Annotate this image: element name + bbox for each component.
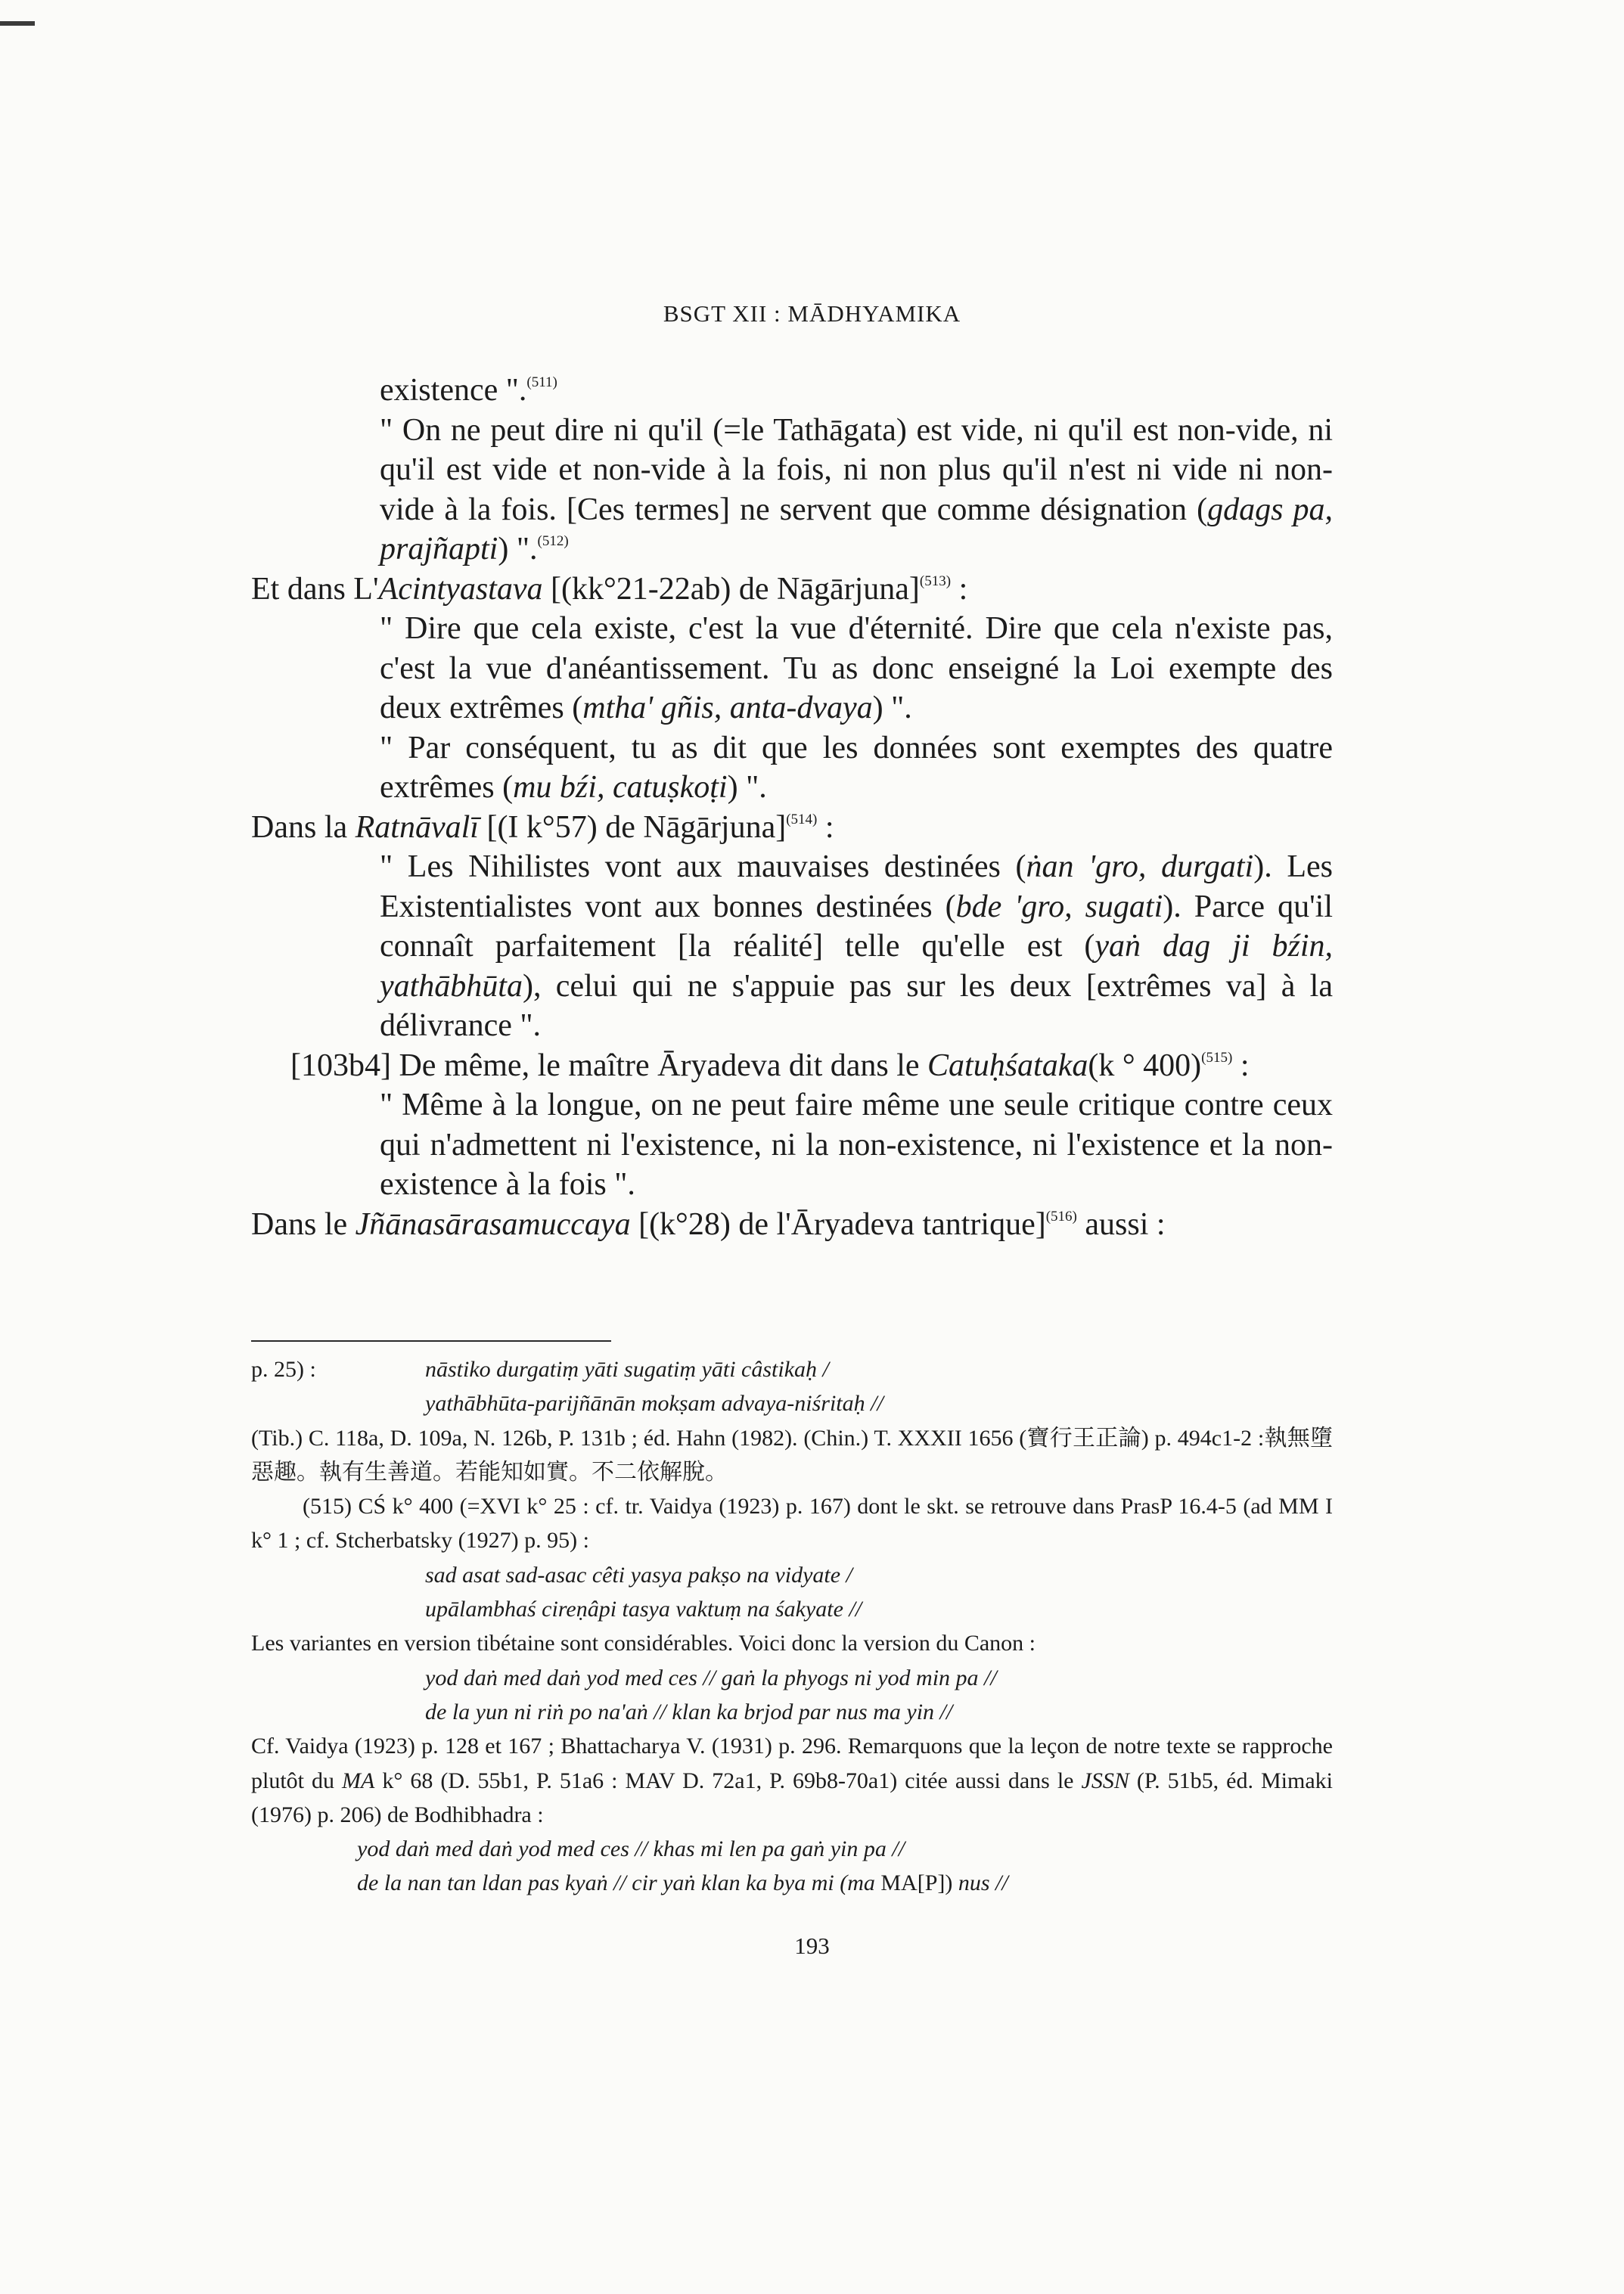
scan-mark-top	[0, 21, 35, 26]
paragraph: [103b4] De même, le maître Āryadeva dit dans le Catuḥśataka(k ° 400)$^{(515)}$ :	[290, 1048, 1250, 1083]
footnote-ref: (514)	[786, 811, 818, 827]
footnote-ref: (512)	[537, 533, 569, 549]
paragraph: " Les Nihilistes vont aux mauvaises destinées (ṅan 'gro, durgati). Les Existentialistes vont aux bonnes destinées (bde 'gro, sugati). Parce qu'il connaît parfaitement [la réalité] telle qu'elle est (yaṅ dag ji bźin, yathābhūta), celui qui ne s'appuie pas sur les deux [extrêmes va] à la délivrance ".	[380, 849, 1333, 1043]
footnotes	[251, 1352, 1333, 1901]
verse-line: sad asat sad-asac cêti yasya pakṣo na vidyate /	[425, 1562, 852, 1588]
footnote-ref: (516)	[1045, 1208, 1077, 1225]
footnote-line: Les variantes en version tibétaine sont considérables. Voici donc la version du Canon :	[251, 1631, 1036, 1656]
paragraph: " Même à la longue, on ne peut faire même une seule critique contre ceux qui n'admettent ni l'existence, ni la non-existence, ni l'existence et la non-existence à la fois ".	[380, 1088, 1333, 1202]
paragraph: " Par conséquent, tu as dit que les données sont exemptes des quatre extrêmes (mu bźi, catuṣkoṭi) ".	[380, 730, 1333, 805]
paragraph: " Dire que cela existe, c'est la vue d'éternité. Dire que cela n'existe pas, c'est la vue d'anéantissement. Tu as donc enseigné la Loi exempte des deux extrêmes (mtha' gñis, anta-dvaya) ".	[380, 611, 1333, 725]
verse-line: de la nan tan ldan pas kyaṅ // cir yaṅ klan ka bya mi (ma MA[P]) nus //	[357, 1870, 1008, 1896]
verse-line: upālambhaś cireṇâpi tasya vaktuṃ na śakyate //	[425, 1597, 862, 1622]
paragraph: existence ".$^{(511)}$	[380, 373, 557, 408]
verse-line: yod daṅ med daṅ yod med ces // gaṅ la phyogs ni yod min pa //	[425, 1665, 997, 1690]
footnote-line: p. 25) :	[251, 1357, 316, 1382]
verse-line: yod daṅ med daṅ yod med ces // khas mi len pa gaṅ yin pa //	[357, 1836, 905, 1862]
verse-line: yathābhūta-parijñānān mokṣam advaya-niśritaḥ //	[425, 1391, 883, 1417]
paragraph: " On ne peut dire ni qu'il (=le Tathāgata) est vide, ni qu'il est non-vide, ni qu'il est vide et non-vide à la fois, ni non plus qu'il n'est ni vide ni non-vide à la fois. [Ces termes] ne servent que comme désignation (gdags pa, prajñapti) ".$^{(512)}$	[380, 412, 1333, 567]
verse-line: de la yun ni riṅ po na'aṅ // klan ka brjod par nus ma yin //	[425, 1699, 953, 1724]
footnote-ref: (515)	[1201, 1049, 1233, 1066]
footnote-line: (Tib.) C. 118a, D. 109a, N. 126b, P. 131b ; éd. Hahn (1982). (Chin.) T. XXXII 1656 (寶行王正論) p. 494c1-2 :執無墮惡趣。執有生善道。若能知如實。不二依解脫。	[251, 1425, 1333, 1485]
paragraph: Dans le Jñānasārasamuccaya [(k°28) de l'Āryadeva tantrique]$^{(516)}$ aussi :	[251, 1206, 1166, 1242]
footnote-ref: (511)	[526, 374, 557, 390]
footnote-line: Cf. Vaidya (1923) p. 128 et 167 ; Bhattacharya V. (1931) p. 296. Remarquons que la leçon de notre texte se rapproche plutôt du MA k° 68 (D. 55b1, P. 51a6 : MAV D. 72a1, P. 69b8-70a1) citée aussi dans le JSSN (P. 51b5, éd. Mimaki (1976) p. 206) de Bodhibhadra :	[251, 1734, 1333, 1827]
footnote-ref: (513)	[919, 573, 952, 589]
running-header: BSGT XII : MĀDHYAMIKA	[663, 300, 961, 327]
verse-line: nāstiko durgatiṃ yāti sugatiṃ yāti câstikaḥ /	[425, 1357, 829, 1382]
footnote-line: (515) CŚ k° 400 (=XVI k° 25 : cf. tr. Vaidya (1923) p. 167) dont le skt. se retrouve dans PrasP 16.4-5 (ad MM I k° 1 ; cf. Stcherbatsky (1927) p. 95) :	[251, 1494, 1333, 1554]
paragraph: Dans la Ratnāvalī [(I k°57) de Nāgārjuna]$^{(514)}$ :	[251, 809, 834, 845]
page-number: 193	[794, 1932, 830, 1959]
footnote-divider	[251, 1340, 611, 1342]
paragraph: Et dans L'Acintyastava [(kk°21-22ab) de Nāgārjuna]$^{(513)}$ :	[251, 571, 968, 607]
main-text	[251, 371, 1333, 1244]
